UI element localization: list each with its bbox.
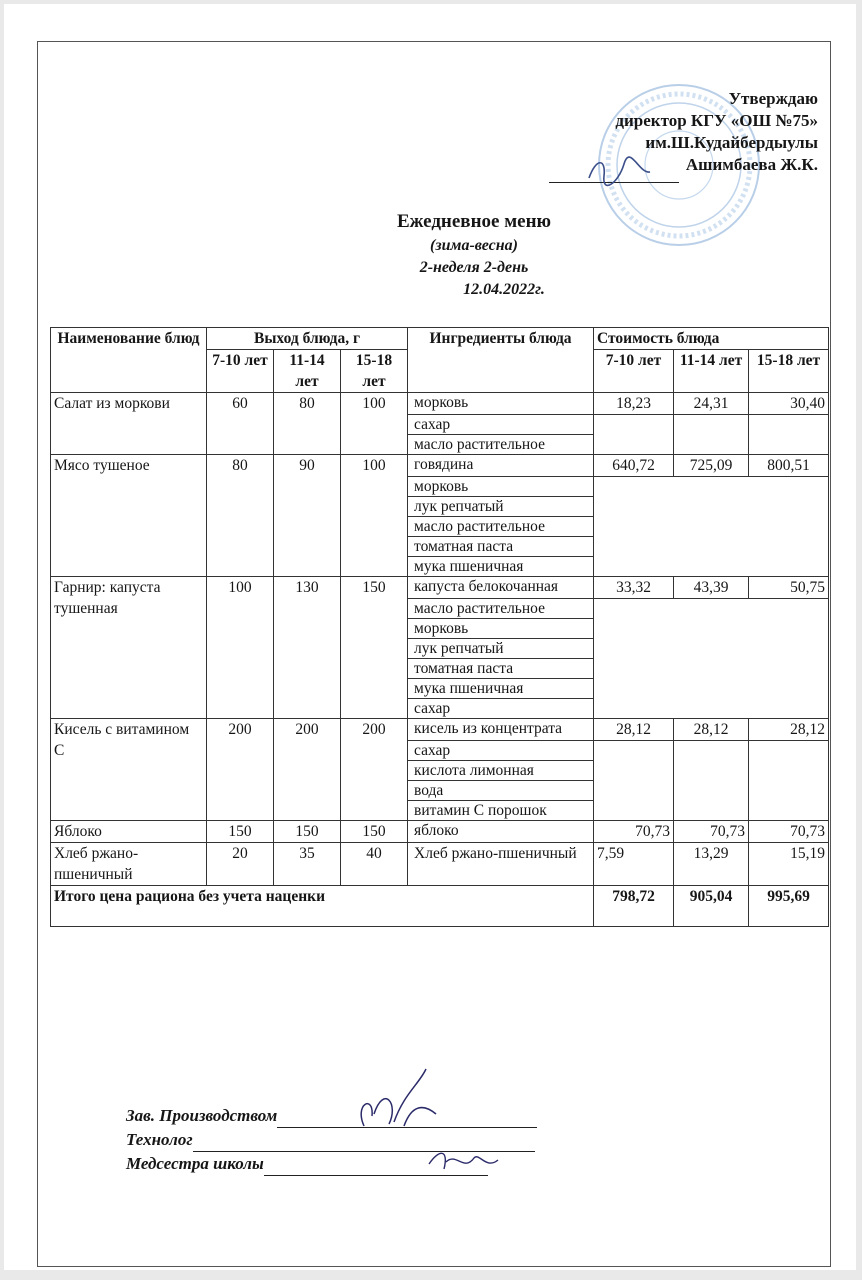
ingredient: говядина bbox=[408, 455, 594, 477]
ingredient: лук репчатый bbox=[408, 639, 594, 659]
dish-name: Кисель с витамином С bbox=[51, 719, 207, 821]
signature-technologist-label: Технолог bbox=[126, 1130, 193, 1149]
dish-output: 90 bbox=[274, 455, 341, 577]
ingredient: масло растительное bbox=[408, 435, 594, 455]
ingredient: мука пшеничная bbox=[408, 557, 594, 577]
ingredient: томатная паста bbox=[408, 659, 594, 679]
dish-cost: 800,51 bbox=[749, 455, 829, 477]
nurse-signature bbox=[424, 1144, 504, 1180]
menu-title: Ежедневное меню bbox=[396, 211, 552, 232]
table-row bbox=[51, 577, 829, 599]
dish-cost: 28,12 bbox=[749, 719, 829, 741]
ingredient: морковь bbox=[408, 477, 594, 497]
dish-output: 80 bbox=[207, 455, 274, 577]
dish-cost: 70,73 bbox=[594, 821, 674, 843]
total-cost: 905,04 bbox=[674, 886, 749, 927]
dish-output: 20 bbox=[207, 843, 274, 886]
signature-production-label: Зав. Производством bbox=[126, 1106, 278, 1125]
ingredient: мука пшеничная bbox=[408, 679, 594, 699]
table-row bbox=[51, 455, 829, 477]
ingredient: кислота лимонная bbox=[408, 761, 594, 781]
table-row bbox=[51, 821, 829, 843]
ingredient: капуста белокочанная bbox=[408, 577, 594, 599]
dish-cost: 33,32 bbox=[594, 577, 674, 599]
ingredient: сахар bbox=[408, 699, 594, 719]
dish-name: Яблоко bbox=[51, 821, 207, 843]
dish-cost: 28,12 bbox=[594, 719, 674, 741]
dish-cost: 725,09 bbox=[674, 455, 749, 477]
header-output-age-15-18: 15-18 лет bbox=[341, 350, 408, 393]
dish-name: Хлеб ржано-пшеничный bbox=[51, 843, 207, 886]
menu-week-day: 2-неделя 2-день bbox=[419, 259, 529, 276]
ingredient: морковь bbox=[408, 619, 594, 639]
dish-cost: 13,29 bbox=[674, 843, 749, 886]
dish-output: 150 bbox=[341, 577, 408, 719]
dish-name: Мясо тушеное bbox=[51, 455, 207, 577]
ingredient: яблоко bbox=[408, 821, 594, 843]
dish-output: 200 bbox=[341, 719, 408, 821]
document-page bbox=[4, 4, 856, 1270]
dish-cost: 70,73 bbox=[674, 821, 749, 843]
dish-cost: 7,59 bbox=[594, 843, 674, 886]
header-name: Наименование блюд bbox=[51, 328, 207, 393]
approval-school: им.Ш.Кудайбердыулы bbox=[645, 133, 818, 152]
ingredient: Хлеб ржано-пшеничный bbox=[408, 843, 594, 886]
dish-output: 200 bbox=[207, 719, 274, 821]
menu-table bbox=[50, 327, 829, 927]
header-cost: Стоимость блюда bbox=[594, 328, 829, 350]
dish-output: 150 bbox=[274, 821, 341, 843]
approval-position: директор КГУ «ОШ №75» bbox=[615, 111, 818, 130]
production-signature bbox=[344, 1064, 444, 1144]
header-ingredients: Ингредиенты блюда bbox=[408, 328, 594, 393]
table-row bbox=[51, 719, 829, 741]
ingredient: сахар bbox=[408, 741, 594, 761]
ingredient: томатная паста bbox=[408, 537, 594, 557]
total-cost: 995,69 bbox=[749, 886, 829, 927]
dish-output: 100 bbox=[341, 455, 408, 577]
table-row bbox=[51, 393, 829, 415]
dish-cost: 18,23 bbox=[594, 393, 674, 415]
header-cost-age-11-14: 11-14 лет bbox=[674, 350, 749, 393]
dish-cost: 43,39 bbox=[674, 577, 749, 599]
dish-output: 35 bbox=[274, 843, 341, 886]
ingredient: витамин С порошок bbox=[408, 801, 594, 821]
ingredient: масло растительное bbox=[408, 517, 594, 537]
ingredient: сахар bbox=[408, 415, 594, 435]
dish-name: Салат из моркови bbox=[51, 393, 207, 455]
ingredient: лук репчатый bbox=[408, 497, 594, 517]
ingredient: масло растительное bbox=[408, 599, 594, 619]
dish-cost: 15,19 bbox=[749, 843, 829, 886]
dish-cost: 28,12 bbox=[674, 719, 749, 741]
total-row bbox=[51, 886, 829, 927]
header-cost-age-15-18: 15-18 лет bbox=[749, 350, 829, 393]
dish-output: 40 bbox=[341, 843, 408, 886]
dish-output: 150 bbox=[207, 821, 274, 843]
dish-output: 100 bbox=[207, 577, 274, 719]
table-row bbox=[51, 843, 829, 886]
dish-output: 80 bbox=[274, 393, 341, 455]
dish-cost: 70,73 bbox=[749, 821, 829, 843]
signature-nurse-label: Медсестра школы bbox=[126, 1154, 264, 1173]
header-output: Выход блюда, г bbox=[207, 328, 408, 350]
dish-cost: 50,75 bbox=[749, 577, 829, 599]
ingredient: кисель из концентрата bbox=[408, 719, 594, 741]
ingredient: морковь bbox=[408, 393, 594, 415]
menu-title-block bbox=[324, 209, 624, 301]
dish-output: 150 bbox=[341, 821, 408, 843]
total-label: Итого цена рациона без учета наценки bbox=[51, 886, 594, 927]
dish-cost: 640,72 bbox=[594, 455, 674, 477]
total-cost: 798,72 bbox=[594, 886, 674, 927]
ingredient: вода bbox=[408, 781, 594, 801]
dish-cost: 24,31 bbox=[674, 393, 749, 415]
menu-date: 12.04.2022г. bbox=[463, 281, 545, 298]
dish-name: Гарнир: капуста тушенная bbox=[51, 577, 207, 719]
menu-season: (зима-весна) bbox=[430, 237, 518, 254]
dish-output: 60 bbox=[207, 393, 274, 455]
approval-title: Утверждаю bbox=[728, 89, 818, 108]
header-output-age-11-14: 11-14 лет bbox=[274, 350, 341, 393]
dish-output: 130 bbox=[274, 577, 341, 719]
director-signature bbox=[584, 154, 654, 190]
header-cost-age-7-10: 7-10 лет bbox=[594, 350, 674, 393]
dish-output: 200 bbox=[274, 719, 341, 821]
dish-output: 100 bbox=[341, 393, 408, 455]
approval-director: Ашимбаева Ж.К. bbox=[685, 155, 818, 174]
header-output-age-7-10: 7-10 лет bbox=[207, 350, 274, 393]
dish-cost: 30,40 bbox=[749, 393, 829, 415]
